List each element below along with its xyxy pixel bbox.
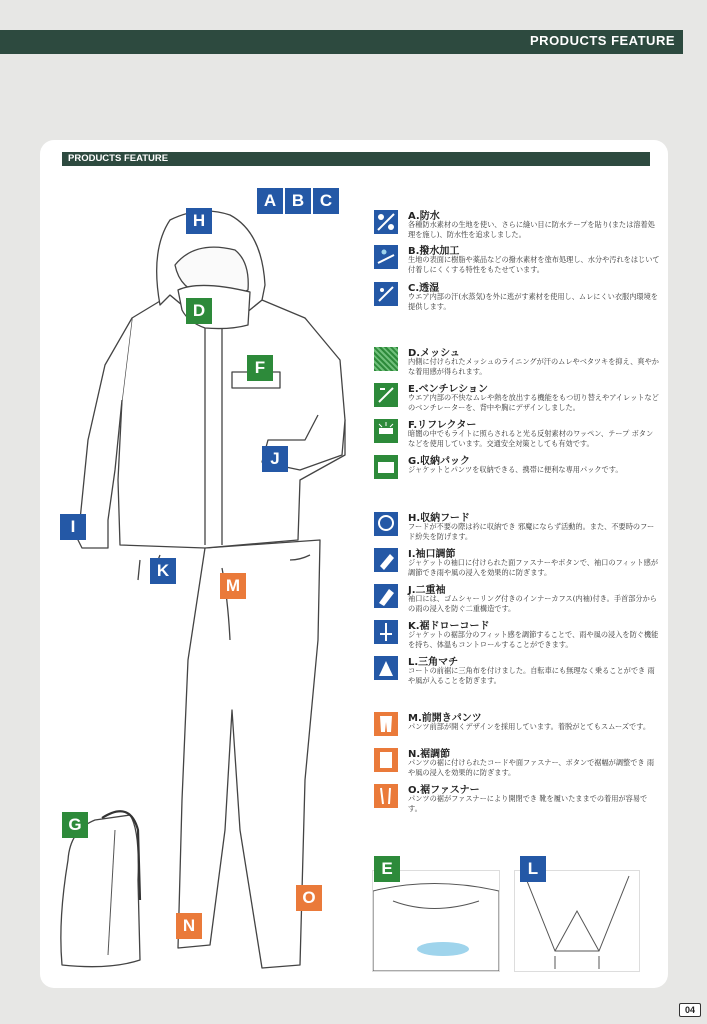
header-title: PRODUCTS FEATURE [530,33,675,48]
gusset-icon [374,656,398,680]
badge-d: D [186,298,212,324]
badge-f: F [247,355,273,381]
badge-m: M [220,573,246,599]
water-repellent-icon [374,245,398,269]
badge-l: L [520,856,546,882]
badge-b: B [285,188,311,214]
breathable-icon [374,282,398,306]
cuff-adjust-icon [374,548,398,572]
hood-icon [374,512,398,536]
hem-adjust-icon [374,748,398,772]
badge-h: H [186,208,212,234]
drawcord-icon [374,620,398,644]
double-sleeve-icon [374,584,398,608]
badge-c: C [313,188,339,214]
reflector-icon [374,419,398,443]
ventilation-inset [372,870,500,972]
badge-j: J [262,446,288,472]
front-open-pants-icon [374,712,398,736]
badge-k: K [150,558,176,584]
hem-zipper-icon [374,784,398,808]
badge-e: E [374,856,400,882]
badge-o: O [296,885,322,911]
section-title: PRODUCTS FEATURE [68,153,169,164]
badge-a: A [257,188,283,214]
waterproof-icon [374,210,398,234]
mesh-icon [374,347,398,371]
badge-g: G [62,812,88,838]
badge-i: I [60,514,86,540]
ventilation-icon [374,383,398,407]
page-number: 04 [679,1003,701,1017]
storage-pack-icon [374,455,398,479]
badge-n: N [176,913,202,939]
gusset-inset [514,870,640,972]
